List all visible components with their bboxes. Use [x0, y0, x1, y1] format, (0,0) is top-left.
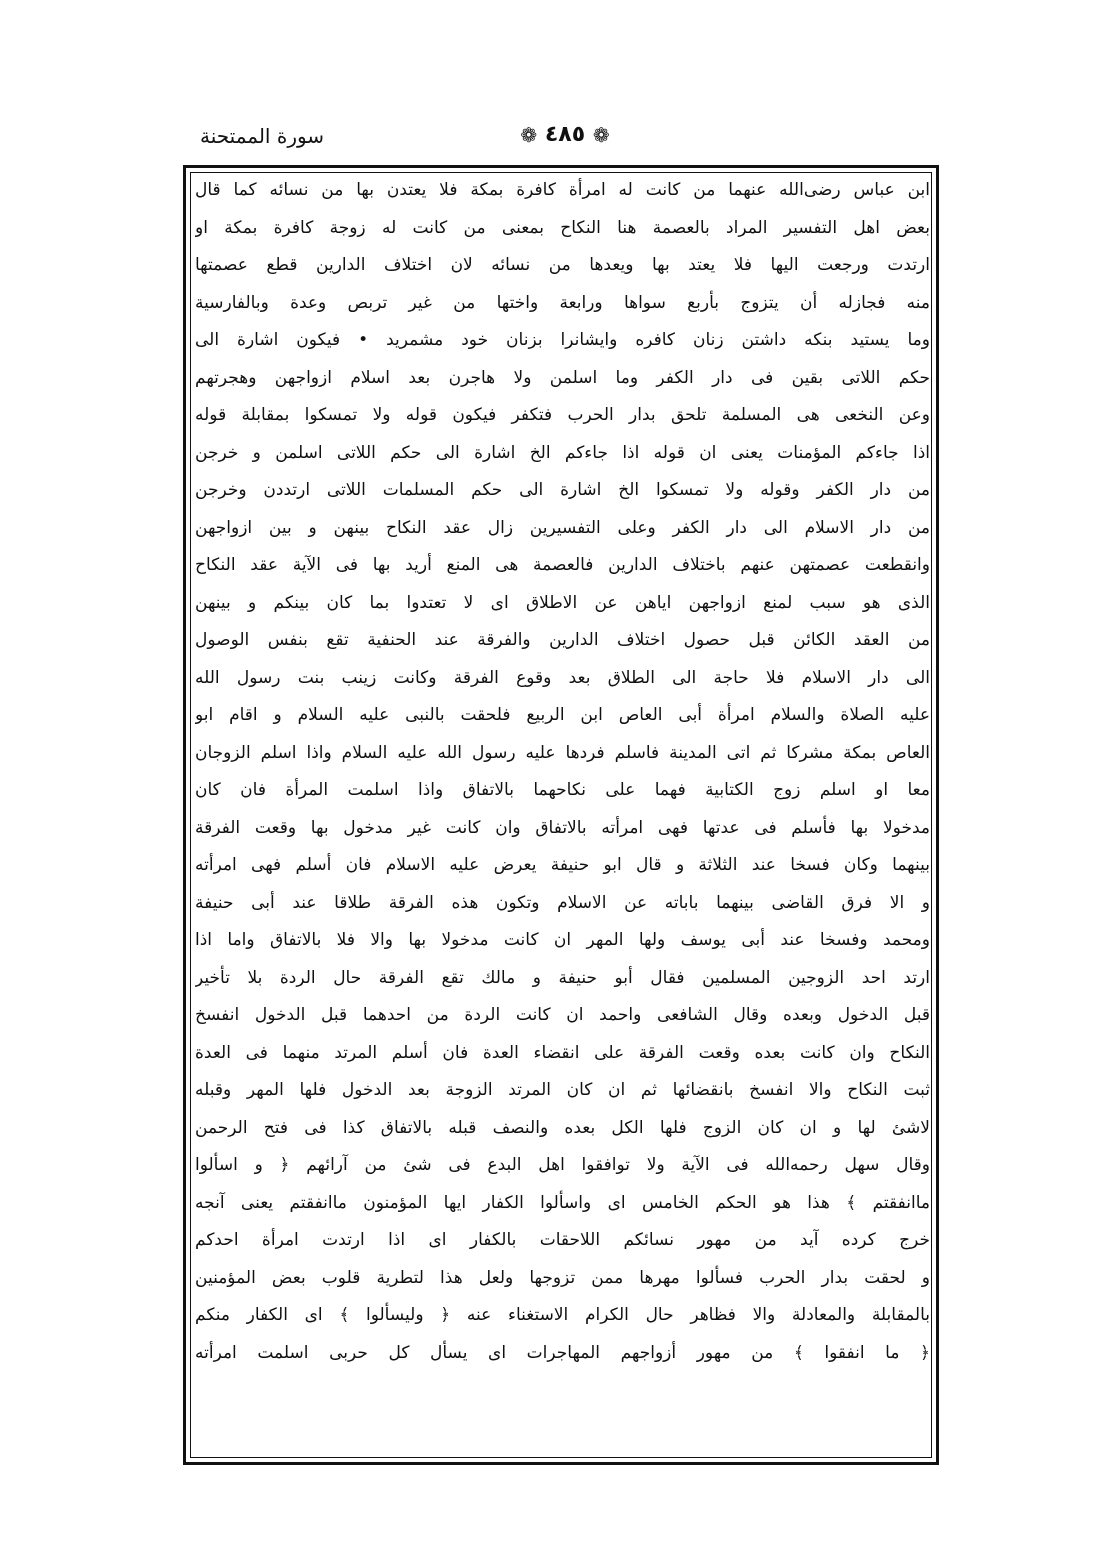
page-number-block	[500, 122, 630, 147]
text-line: الذى هو سبب لمنع ازواجهن اياهن عن الاطلاق اى لا تعتدوا بما كان بينكم و بينهن	[195, 592, 930, 613]
text-line: منه فجازله أن يتزوج بأربع سواها ورابعة واختها من غير تربص وعدة وبالفارسية	[195, 292, 930, 313]
text-line: عليه الصلاة والسلام امرأة أبى العاص ابن الربيع فلحقت بالنبى عليه السلام و اقام ابو	[195, 705, 930, 725]
text-line: لاشئ لها و ان كان الزوج فلها الكل بعده والنصف قبله بالاتفاق كذا فى فتح الرحمن	[195, 1117, 930, 1138]
text-line: وانقطعت عصمتهن عنهم باختلاف الدارين فالعصمة هى المنع أريد بها فى الآية عقد النكاح	[195, 555, 930, 575]
text-line: من دار الكفر وقوله ولا تمسكوا الخ اشارة الى حكم المسلمات اللاتى ارتددن وخرجن	[195, 480, 930, 500]
text-line: ومحمد وفسخا عند أبى يوسف ولها المهر ان كانت مدخولا بها والا فلا بالاتفاق واما اذا	[195, 930, 930, 950]
text-line: النكاح وان كانت بعده وقعت الفرقة على انقضاء العدة فان أسلم المرتد منهما فى العدة	[195, 1042, 930, 1063]
text-line: وعن النخعى هى المسلمة تلحق بدار الحرب فتكفر فيكون قوله ولا تمسكوا بمقابلة قوله	[195, 405, 930, 425]
text-line: بينهما وكان فسخا عند الثلاثة و قال ابو حنيفة يعرض عليه الاسلام فان أسلم فهى امرأته	[195, 855, 930, 875]
text-line: ابن عباس رضى‌الله عنهما من كانت له امرأة كافرة بمكة فلا يعتدن بها من نسائه كما قال	[195, 180, 930, 200]
text-line: ارتد احد الزوجين المسلمين فقال أبو حنيفة و مالك تقع الفرقة حال الردة بلا تأخير	[195, 967, 930, 988]
text-line: الى دار الاسلام فلا حاجة الى الطلاق بعد وقوع الفرقة وكانت زينب بنت رسول الله	[195, 667, 930, 688]
page-header	[180, 120, 945, 156]
surah-title: سورة الممتحنة	[200, 124, 325, 148]
text-line: وما يستيد بنكه داشتن زنان كافره وايشانرا بزنان خود مشمريد • فيكون اشارة الى	[195, 330, 930, 350]
text-line: العاص بمكة مشركا ثم اتى المدينة فاسلم فردها عليه رسول الله عليه السلام واذا اسلم الزوجان	[195, 742, 930, 763]
text-line: معا او اسلم زوج الكتابية فهما على نكاحهما بالاتفاق واذا اسلمت المرأة فان كان	[195, 780, 930, 800]
text-line: قبل الدخول وبعده وقال الشافعى واحمد ان كانت الردة من احدهما قبل الدخول انفسخ	[195, 1005, 930, 1025]
text-line: و الا فرق القاضى بينهما باباته عن الاسلام وتكون هذه الفرقة طلاقا عند أبى حنيفة	[195, 892, 930, 913]
text-line: ثبت النكاح والا انفسخ بانقضائها ثم ان كان المرتد الزوجة بعد الدخول فلها المهر وقبله	[195, 1080, 930, 1100]
text-line: بالمقابلة والمعادلة والا فظاهر حال الكرام الاستغناء عنه ﴿ وليسألوا ﴾ اى الكفار منكم	[195, 1305, 930, 1325]
text-line: بعض اهل التفسير المراد بالعصمة هنا النكاح بمعنى من كانت له زوجة كافرة بمكة او	[195, 217, 930, 238]
text-line: من العقد الكائن قبل حصول اختلاف الدارين والفرقة عند الحنفية تقع بنفس الوصول	[195, 630, 930, 650]
text-line: مدخولا بها فأسلم فى عدتها فهى امرأته بالاتفاق وان كانت غير مدخول بها وقعت الفرقة	[195, 817, 930, 838]
text-line: و لحقت بدار الحرب فسألوا مهرها ممن تزوجها ولعل هذا لتطرية قلوب بعض المؤمنين	[195, 1267, 930, 1288]
text-line: خرج كرده آيد من مهور نسائكم اللاحقات بالكفار اى اذا ارتدت امرأة احدكم	[195, 1230, 930, 1250]
text-line: من دار الاسلام الى دار الكفر وعلى التفسيرين زال عقد النكاح بينهن و بين ازواجهن	[195, 517, 930, 538]
text-line: ماانفقتم ﴾ هذا هو الحكم الخامس اى واسألوا الكفار ايها المؤمنون ماانفقتم يعنى آنجه	[195, 1192, 930, 1213]
page-body	[195, 172, 930, 1372]
text-line: اذا جاءكم المؤمنات يعنى ان قوله اذا جاءكم الخ اشارة الى حكم اللاتى اسلمن و خرجن	[195, 442, 930, 463]
text-line: ارتدت ورجعت اليها فلا يعتد بها ويعدها من نسائه لان اختلاف الدارين قطع عصمتها	[195, 255, 930, 275]
left-ornament-icon: ❁	[520, 123, 538, 147]
text-line: حكم اللاتى بقين فى دار الكفر وما اسلمن ولا هاجرن بعد اسلام ازواجهن وهجرتهم	[195, 367, 930, 388]
page-number: ٤٨٥	[544, 122, 586, 147]
right-ornament-icon: ❁	[592, 123, 610, 147]
text-line: ﴿ ما انفقوا ﴾ من مهور أزواجهم المهاجرات اى يسأل كل حربى اسلمت امرأته	[195, 1342, 930, 1363]
text-line: وقال سهل رحمه‌الله فى الآية ولا توافقوا اهل البدع فى شئ من آرائهم ﴿ و اسألوا	[195, 1155, 930, 1175]
